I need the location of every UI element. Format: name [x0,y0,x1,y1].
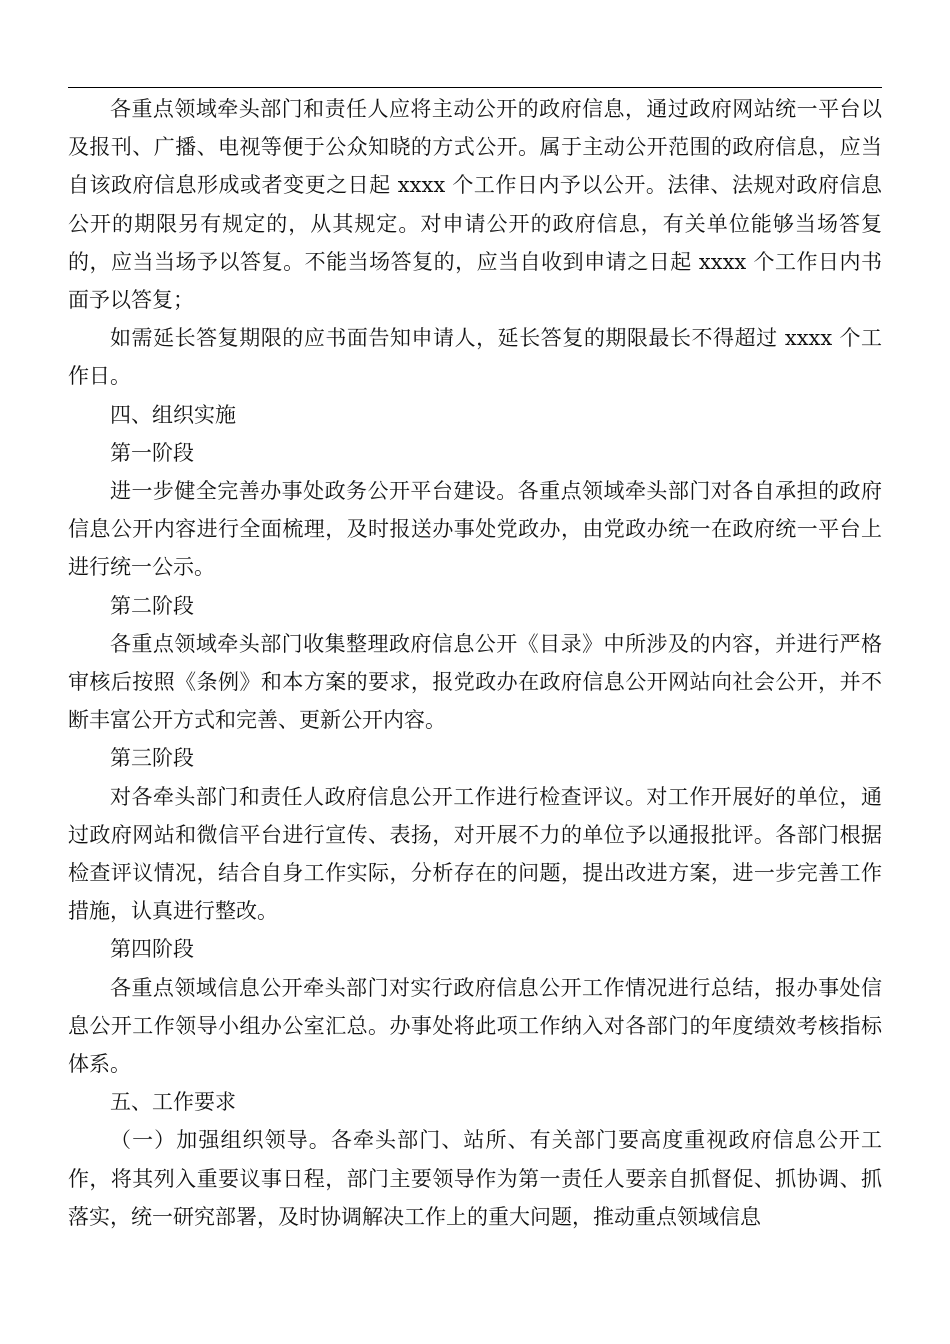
stage-heading-1: 第一阶段 [110,440,194,465]
requirement-1-text: （一）加强组织领导。各牵头部门、站所、有关部门要高度重视政府信息公开工作，将其列入重要议事日程，部门主要领导作为第一责任人要亲自抓督促、抓协调、抓落实，统一研究部署，及时协调解决工作上的重大问题，推动重点领域信息 [68,1128,882,1229]
document-body [68,90,882,1236]
stage-1-text: 进一步健全完善办事处政务公开平台建设。各重点领域牵头部门对各自承担的政府信息公开内容进行全面梳理，及时报送办事处党政办，由党政办统一在政府统一平台上进行统一公示。 [68,479,882,580]
paragraph-extension: 如需延长答复期限的应书面告知申请人，延长答复的期限最长不得超过 xxxx 个工作日。 [68,326,882,389]
header-rule [68,87,882,88]
section-heading-implementation: 四、组织实施 [110,402,236,427]
stage-3-text: 对各牵头部门和责任人政府信息公开工作进行检查评议。对工作开展好的单位，通过政府网站和微信平台进行宣传、表扬，对开展不力的单位予以通报批评。各部门根据检查评议情况，结合自身工作实际，分析存在的问题，提出改进方案，进一步完善工作措施，认真进行整改。 [68,784,882,924]
stage-2-text: 各重点领域牵头部门收集整理政府信息公开《目录》中所涉及的内容，并进行严格审核后按照《条例》和本方案的要求，报党政办在政府信息公开网站向社会公开，并不断丰富公开方式和完善、更新公开内容。 [68,631,882,733]
stage-4-text: 各重点领域信息公开牵头部门对实行政府信息公开工作情况进行总结，报办事处信息公开工作领导小组办公室汇总。办事处将此项工作纳入对各部门的年度绩效考核指标体系。 [68,975,882,1077]
stage-heading-3: 第三阶段 [110,746,194,771]
paragraph-disclosure-deadlines: 各重点领域牵头部门和责任人应将主动公开的政府信息，通过政府网站统一平台以及报刊、广播、电视等便于公众知晓的方式公开。属于主动公开范围的政府信息，应当自该政府信息形成或者变更之日起 xxxx 个工作日内予以公开。法律、法规对政府信息公开的期限另有规定的，从其规定。对申请公开的政府信息，有关单位能够当场答复的，应当当场予以答复。不能当场答复的，应当自收到申请之日起 xxxx 个工作日内书面予以答复； [68,97,882,313]
stage-heading-4: 第四阶段 [110,937,194,962]
stage-heading-2: 第二阶段 [110,593,194,618]
section-heading-requirements: 五、工作要求 [110,1090,236,1115]
